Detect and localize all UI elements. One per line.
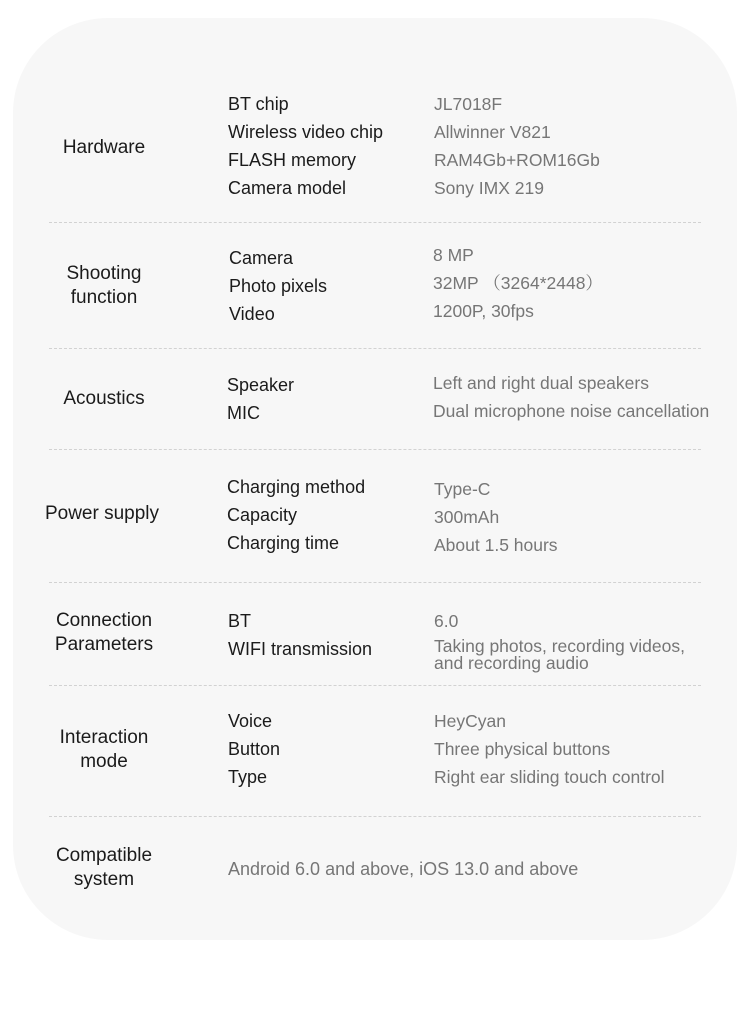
category-line: Compatible: [55, 845, 153, 866]
spec-value: JL7018F: [434, 94, 503, 114]
spec-label: Type: [228, 767, 268, 787]
spec-row: [0, 473, 750, 501]
category-line: Power supply: [44, 503, 160, 524]
spec-row: [0, 174, 750, 202]
category-line: Parameters: [54, 634, 154, 655]
spec-row: [0, 146, 750, 174]
spec-label: BT: [228, 611, 252, 631]
spec-label: Capacity: [227, 505, 298, 525]
spec-label: Camera model: [228, 178, 347, 198]
spec-row: [0, 607, 750, 635]
spec-value: 8 MP: [433, 245, 474, 265]
spec-value: HeyCyan: [434, 711, 506, 731]
category-line: mode: [80, 751, 128, 772]
spec-row: [0, 501, 750, 529]
spec-label: FLASH memory: [228, 150, 357, 170]
spec-row: [0, 635, 750, 673]
spec-label: Button: [228, 739, 281, 759]
spec-value: Three physical buttons: [434, 739, 611, 759]
divider: [49, 222, 701, 223]
spec-row: [0, 735, 750, 763]
spec-value-line: Taking photos, recording videos,: [434, 636, 685, 656]
spec-label: WIFI transmission: [228, 639, 373, 659]
spec-row: [0, 272, 750, 300]
spec-value: 6.0: [434, 611, 459, 631]
spec-value: Left and right dual speakers: [433, 373, 649, 393]
category-line: Hardware: [62, 137, 146, 158]
divider: [49, 685, 701, 686]
compatible-value: Android 6.0 and above, iOS 13.0 and above: [228, 859, 579, 879]
spec-row: [0, 399, 750, 427]
divider: [49, 449, 701, 450]
spec-value: Dual microphone noise cancellation: [433, 401, 710, 421]
spec-value: 300mAh: [434, 507, 500, 527]
spec-label: Camera: [229, 248, 294, 268]
spec-row: [0, 763, 750, 791]
spec-row: [0, 707, 750, 735]
spec-value: RAM4Gb+ROM16Gb: [434, 150, 600, 170]
spec-label: Speaker: [227, 375, 295, 395]
category-line: Shooting: [66, 263, 142, 284]
spec-value: Type-C: [434, 479, 491, 499]
spec-label: MIC: [227, 403, 260, 423]
spec-row: [0, 300, 750, 328]
category-line: Acoustics: [63, 388, 145, 409]
spec-label: Photo pixels: [229, 276, 328, 296]
spec-value: 32MP （3264*2448）: [433, 273, 603, 293]
spec-label: Voice: [228, 711, 273, 731]
divider: [49, 816, 701, 817]
spec-row: [0, 118, 750, 146]
spec-value: 1200P, 30fps: [433, 301, 534, 321]
spec-label: Wireless video chip: [228, 122, 384, 142]
spec-row: [0, 371, 750, 399]
category-line: system: [73, 869, 135, 890]
category-label: [30, 844, 178, 892]
spec-value: [434, 638, 685, 672]
spec-row: [0, 244, 750, 272]
divider: [49, 582, 701, 583]
divider: [49, 348, 701, 349]
spec-row: [0, 90, 750, 118]
spec-row: [0, 529, 750, 557]
spec-value-line: and recording audio: [434, 653, 589, 673]
category-line: Connection: [55, 610, 153, 631]
spec-value: About 1.5 hours: [434, 535, 558, 555]
spec-value: Sony IMX 219: [434, 178, 544, 198]
spec-value: Allwinner V821: [434, 122, 551, 142]
category-line: Interaction: [59, 727, 149, 748]
spec-value: Right ear sliding touch control: [434, 767, 665, 787]
spec-label: Charging method: [227, 477, 366, 497]
category-line: function: [70, 287, 138, 308]
spec-label: BT chip: [228, 94, 289, 114]
spec-label: Video: [229, 304, 275, 324]
spec-label: Charging time: [227, 533, 340, 553]
